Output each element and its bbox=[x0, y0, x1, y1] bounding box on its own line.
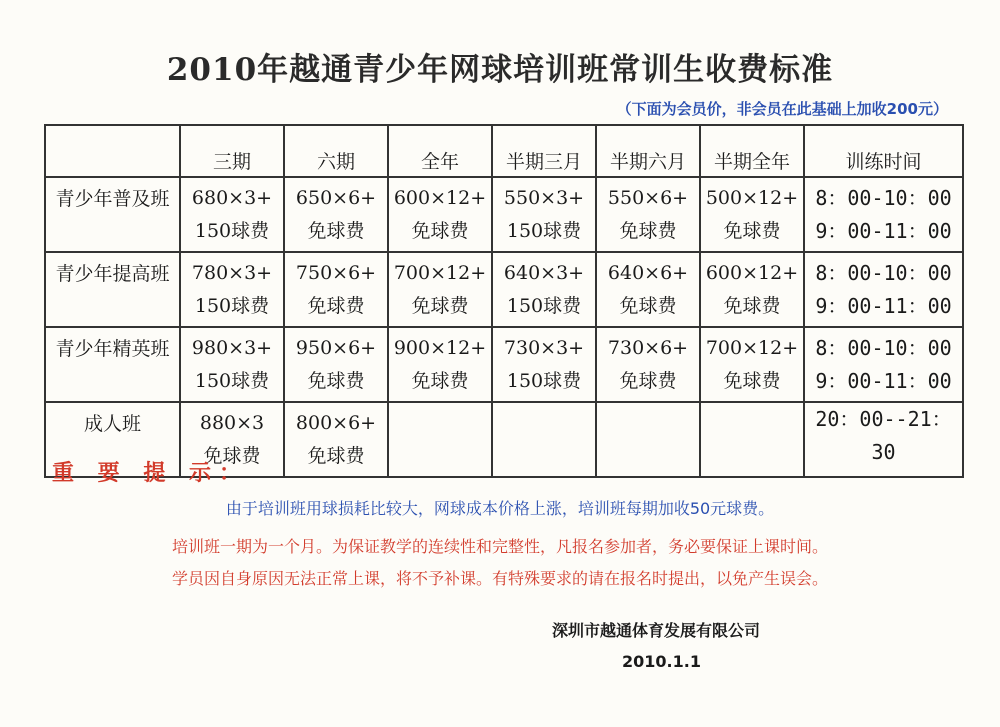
fee-cell: 700×12+ 免球费 bbox=[388, 252, 492, 327]
header-cell: 半期全年 bbox=[700, 125, 804, 177]
fee-cell bbox=[596, 402, 700, 477]
company-name: 深圳市越通体育发展有限公司 bbox=[552, 621, 761, 640]
header-cell: 六期 bbox=[284, 125, 388, 177]
fee-cell: 680×3+ 150球费 bbox=[180, 177, 284, 252]
fee-cell: 950×6+ 免球费 bbox=[284, 327, 388, 402]
table-row bbox=[45, 327, 963, 402]
header-cell: 全年 bbox=[388, 125, 492, 177]
important-notice-heading: 重 要 提 示： bbox=[52, 460, 249, 486]
document-title: 2010年越通青少年网球培训班常训生收费标准 bbox=[166, 52, 834, 88]
notice-line-no-makeup: 学员因自身原因无法正常上课，将不予补课。有特殊要求的请在报名时提出，以免产生误会。 bbox=[171, 569, 828, 588]
header-cell: 训练时间 bbox=[804, 125, 963, 177]
fee-cell: 800×6+ 免球费 bbox=[284, 402, 388, 477]
fee-cell: 640×6+ 免球费 bbox=[596, 252, 700, 327]
fee-cell: 780×3+ 150球费 bbox=[180, 252, 284, 327]
fee-cell: 640×3+ 150球费 bbox=[492, 252, 596, 327]
header-cell bbox=[45, 125, 180, 177]
row-label: 青少年提高班 bbox=[45, 252, 180, 327]
fee-cell bbox=[388, 402, 492, 477]
fee-cell bbox=[700, 402, 804, 477]
fee-cell: 750×6+ 免球费 bbox=[284, 252, 388, 327]
time-cell: 8：00-10：00 9：00-11：00 bbox=[804, 327, 963, 402]
fee-cell: 900×12+ 免球费 bbox=[388, 327, 492, 402]
time-cell: 8：00-10：00 9：00-11：00 bbox=[804, 177, 963, 252]
fee-cell: 880×3 免球费 bbox=[180, 402, 284, 477]
fee-cell: 550×3+ 150球费 bbox=[492, 177, 596, 252]
table-row bbox=[45, 177, 963, 252]
header-cell: 半期六月 bbox=[596, 125, 700, 177]
fee-cell: 600×12+ 免球费 bbox=[700, 252, 804, 327]
fee-cell: 730×6+ 免球费 bbox=[596, 327, 700, 402]
fee-cell: 500×12+ 免球费 bbox=[700, 177, 804, 252]
member-price-note: （下面为会员价，非会员在此基础上加收200元） bbox=[616, 100, 948, 118]
table-row bbox=[45, 252, 963, 327]
notice-line-schedule: 培训班一期为一个月。为保证教学的连续性和完整性，凡报名参加者，务必要保证上课时间。 bbox=[171, 537, 828, 556]
fee-table bbox=[44, 124, 964, 478]
fee-cell: 650×6+ 免球费 bbox=[284, 177, 388, 252]
row-label: 成人班 bbox=[45, 402, 180, 477]
time-cell: 8：00-10：00 9：00-11：00 bbox=[804, 252, 963, 327]
fee-cell bbox=[492, 402, 596, 477]
table-header-row bbox=[45, 125, 963, 177]
header-cell: 三期 bbox=[180, 125, 284, 177]
fee-cell: 700×12+ 免球费 bbox=[700, 327, 804, 402]
row-label: 青少年普及班 bbox=[45, 177, 180, 252]
time-cell: 20：00--21：30 bbox=[804, 402, 963, 477]
issue-date: 2010.1.1 bbox=[622, 652, 701, 671]
header-cell: 半期三月 bbox=[492, 125, 596, 177]
fee-cell: 980×3+ 150球费 bbox=[180, 327, 284, 402]
notice-line-ball-fee: 由于培训班用球损耗比较大，网球成本价格上涨，培训班每期加收50元球费。 bbox=[225, 499, 775, 518]
fee-cell: 600×12+ 免球费 bbox=[388, 177, 492, 252]
fee-cell: 730×3+ 150球费 bbox=[492, 327, 596, 402]
row-label: 青少年精英班 bbox=[45, 327, 180, 402]
fee-cell: 550×6+ 免球费 bbox=[596, 177, 700, 252]
